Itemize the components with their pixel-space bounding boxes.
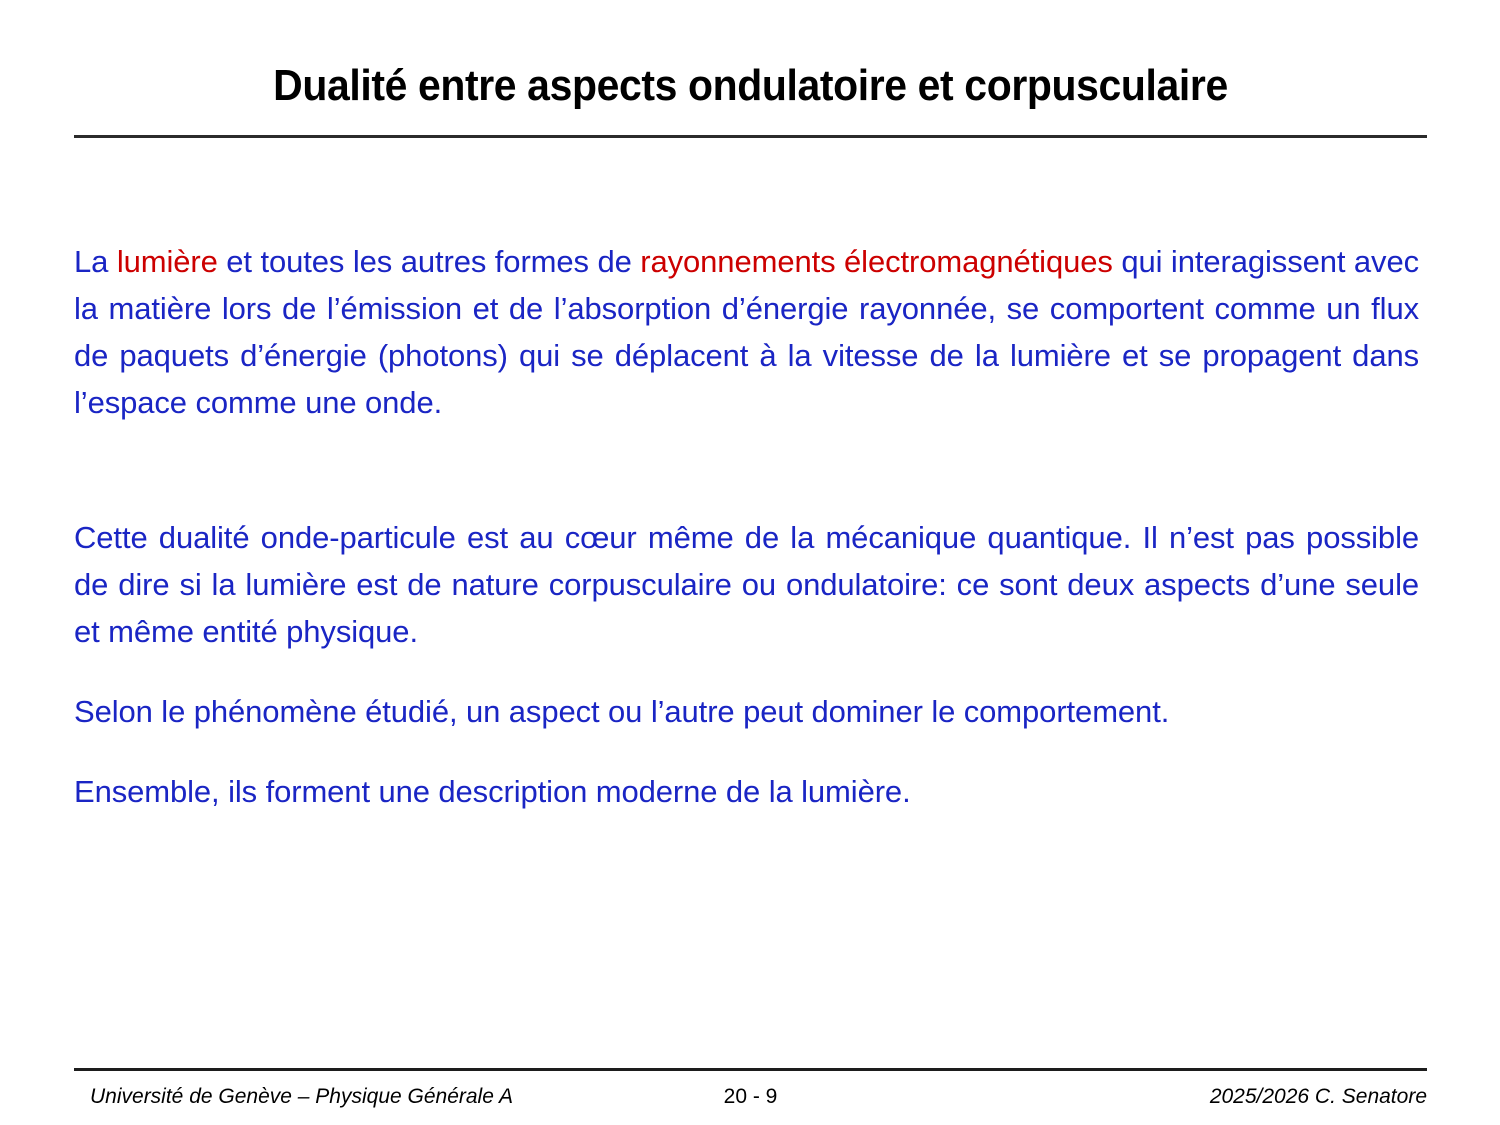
- slide-body: [74, 238, 1419, 815]
- paragraph-spacer-3: [74, 735, 1419, 768]
- paragraph-spacer-2: [74, 655, 1419, 688]
- paragraph-1-segment-3: et toutes les autres formes de: [217, 244, 641, 279]
- footer-course-label: Université de Genève – Physique Générale A: [90, 1085, 513, 1108]
- paragraph-spacer-1: [74, 426, 1419, 514]
- paragraph-1-segment-5: qui interagissent avec la matière lors de l’émission et de l’absorption d’énergie rayonnée, se comportent comme un flux de paquets d’énergie (photons) qui se déplacent à la vitesse de la lumière et se propagent dans l’espace comme une onde.: [74, 244, 1419, 420]
- page-title: Dualité entre aspects ondulatoire et corpusculaire: [273, 61, 1228, 110]
- body-paragraph-2: Cette dualité onde-particule est au cœur même de la mécanique quantique. Il n’est pas possible de dire si la lumière est de nature corpusculaire ou ondulatoire: ce sont deux aspects d’une seule et même entité physique.: [74, 520, 1419, 649]
- footer-author-label: 2025/2026 C. Senatore: [1209, 1085, 1427, 1108]
- body-paragraph-1: [74, 238, 1419, 426]
- body-paragraph-3: Selon le phénomène étudié, un aspect ou l’autre peut dominer le comportement.: [74, 694, 1170, 729]
- footer-page-number: 20 - 9: [723, 1085, 778, 1108]
- paragraph-1-highlight-lumiere: lumière: [116, 244, 218, 279]
- footer-divider: [74, 1068, 1427, 1071]
- body-paragraph-4: Ensemble, ils forment une description moderne de la lumière.: [74, 774, 911, 809]
- footer: [74, 1085, 1427, 1119]
- title-divider: [74, 135, 1427, 138]
- paragraph-1-segment-1: La: [74, 244, 117, 279]
- paragraph-1-highlight-rayonnements: rayonnements électromagnétiques: [640, 244, 1113, 279]
